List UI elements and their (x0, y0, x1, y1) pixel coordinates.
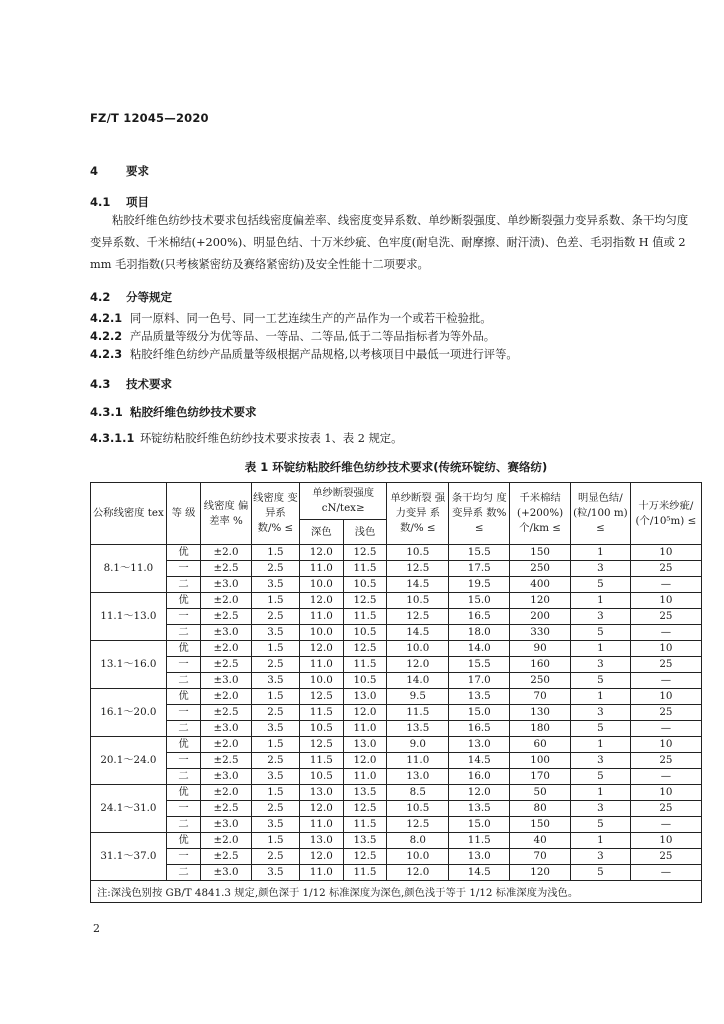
strength-dark-cell: 10.5 (300, 769, 344, 785)
neps-cell: 70 (510, 849, 571, 865)
header-color-knots: 明显色结/ (粒/100 m) ≤ (571, 483, 631, 545)
clause-text: 粘胶纤维色纺纱产品质量等级根据产品规格,以考核项目中最低一项进行评等。 (130, 348, 518, 361)
strength-light-cell: 12.5 (343, 593, 387, 609)
evenness-cv-cell: 19.5 (449, 577, 510, 593)
section-4-1-paragraph: 粘胶纤维色纺纱技术要求包括线密度偏差率、线密度变异系数、单纱断裂强度、单纱断裂强力变异系数、条干均匀度变异系数、千米棉结(+200%)、明显色结、十万米纱疵、色牢度(耐皂洗、耐摩擦、耐汗渍)、色差、毛羽指数 H 值或 2 mm 毛羽指数(只考核紧密纺及赛络紧密纺)及安全性能十二项要求。 (90, 214, 689, 271)
strength-dark-cell: 11.0 (300, 865, 344, 881)
neps-cell: 80 (510, 801, 571, 817)
table-row (91, 561, 702, 577)
strength-light-cell: 10.5 (343, 673, 387, 689)
clause-number: 4.2.1 (90, 312, 123, 325)
color-knots-cell: 5 (571, 721, 631, 737)
clause-item (90, 346, 684, 364)
strength-light-cell: 11.5 (343, 609, 387, 625)
strength-cv-cell: 12.5 (387, 561, 449, 577)
density-deviation-cell: ±2.5 (201, 657, 252, 673)
section-title: 粘胶纤维色纺纱技术要求 (130, 405, 257, 419)
grade-cell: 优 (166, 593, 200, 609)
color-knots-cell: 3 (571, 849, 631, 865)
evenness-cv-cell: 15.0 (449, 593, 510, 609)
strength-dark-cell: 12.5 (300, 737, 344, 753)
evenness-cv-cell: 15.5 (449, 545, 510, 561)
section-title: 要求 (126, 164, 149, 178)
yarn-faults-cell: 25 (630, 657, 701, 673)
strength-dark-cell: 11.0 (300, 609, 344, 625)
neps-cell: 170 (510, 769, 571, 785)
grade-cell: 二 (166, 721, 200, 737)
header-breaking-strength: 单纱断裂强度 cN/tex≥ (300, 483, 387, 520)
section-4-3-1-heading (90, 404, 684, 420)
section-number: 4 (90, 164, 99, 178)
spec-table-body (91, 545, 702, 881)
nominal-density-cell: 20.1～24.0 (91, 737, 167, 785)
neps-cell: 200 (510, 609, 571, 625)
table-row (91, 849, 702, 865)
grade-cell: 二 (166, 673, 200, 689)
header-light-color: 浅色 (343, 520, 387, 545)
strength-dark-cell: 13.0 (300, 833, 344, 849)
neps-cell: 330 (510, 625, 571, 641)
yarn-faults-cell: 10 (630, 737, 701, 753)
table-row (91, 609, 702, 625)
strength-dark-cell: 10.0 (300, 673, 344, 689)
header-nominal-density: 公称线密度 tex (91, 483, 167, 545)
section-number: 4.2 (90, 290, 111, 304)
color-knots-cell: 1 (571, 737, 631, 753)
density-deviation-cell: ±3.0 (201, 721, 252, 737)
table-note: 注:深浅色别按 GB/T 4841.3 规定,颜色深于 1/12 标准深度为深色,颜色浅于等于 1/12 标准深度为浅色。 (91, 881, 702, 903)
table-row (91, 689, 702, 705)
evenness-cv-cell: 15.0 (449, 705, 510, 721)
strength-dark-cell: 12.5 (300, 689, 344, 705)
yarn-faults-cell: 25 (630, 849, 701, 865)
neps-cell: 70 (510, 689, 571, 705)
nominal-density-cell: 13.1～16.0 (91, 641, 167, 689)
strength-cv-cell: 11.5 (387, 705, 449, 721)
density-cv-cell: 1.5 (251, 737, 299, 753)
strength-light-cell: 13.0 (343, 689, 387, 705)
strength-cv-cell: 10.0 (387, 641, 449, 657)
yarn-faults-cell: 10 (630, 641, 701, 657)
color-knots-cell: 1 (571, 833, 631, 849)
table-row (91, 657, 702, 673)
evenness-cv-cell: 17.0 (449, 673, 510, 689)
color-knots-cell: 1 (571, 545, 631, 561)
header-density-cv: 线密度 变异系 数/% ≤ (251, 483, 299, 545)
grade-cell: 一 (166, 849, 200, 865)
strength-dark-cell: 11.0 (300, 817, 344, 833)
density-cv-cell: 3.5 (251, 673, 299, 689)
header-dark-color: 深色 (300, 520, 344, 545)
table-row (91, 705, 702, 721)
yarn-faults-cell: — (630, 817, 701, 833)
density-deviation-cell: ±3.0 (201, 769, 252, 785)
strength-dark-cell: 11.5 (300, 753, 344, 769)
density-deviation-cell: ±3.0 (201, 817, 252, 833)
color-knots-cell: 1 (571, 785, 631, 801)
density-deviation-cell: ±3.0 (201, 625, 252, 641)
strength-cv-cell: 10.5 (387, 545, 449, 561)
density-deviation-cell: ±2.5 (201, 561, 252, 577)
strength-cv-cell: 10.5 (387, 801, 449, 817)
neps-cell: 50 (510, 785, 571, 801)
header-strength-cv: 单纱断裂 强力变异 系数/% ≤ (387, 483, 449, 545)
neps-cell: 150 (510, 817, 571, 833)
grade-cell: 二 (166, 769, 200, 785)
table-row (91, 673, 702, 689)
table-row (91, 865, 702, 881)
clause-number: 4.2.2 (90, 330, 123, 343)
density-deviation-cell: ±2.5 (201, 753, 252, 769)
evenness-cv-cell: 12.0 (449, 785, 510, 801)
nominal-density-cell: 8.1～11.0 (91, 545, 167, 593)
clause-text: 产品质量等级分为优等品、一等品、二等品,低于二等品指标者为等外品。 (130, 330, 496, 343)
density-deviation-cell: ±3.0 (201, 577, 252, 593)
density-cv-cell: 2.5 (251, 705, 299, 721)
section-number: 4.3 (90, 377, 111, 391)
header-yarn-faults: 十万米纱疵/ (个/10⁵m) ≤ (630, 483, 701, 545)
strength-cv-cell: 12.5 (387, 609, 449, 625)
strength-dark-cell: 10.0 (300, 625, 344, 641)
color-knots-cell: 5 (571, 817, 631, 833)
strength-cv-cell: 9.0 (387, 737, 449, 753)
table-row (91, 753, 702, 769)
grade-cell: 二 (166, 865, 200, 881)
evenness-cv-cell: 14.5 (449, 865, 510, 881)
table-row (91, 785, 702, 801)
strength-light-cell: 11.5 (343, 561, 387, 577)
yarn-faults-cell: — (630, 865, 701, 881)
nominal-density-cell: 11.1～13.0 (91, 593, 167, 641)
strength-light-cell: 13.0 (343, 737, 387, 753)
strength-dark-cell: 12.0 (300, 593, 344, 609)
clause-text: 环锭纺粘胶纤维色纺纱技术要求按表 1、表 2 规定。 (140, 432, 403, 445)
color-knots-cell: 5 (571, 625, 631, 641)
section-4-2-heading (90, 289, 684, 305)
strength-cv-cell: 9.5 (387, 689, 449, 705)
density-cv-cell: 3.5 (251, 625, 299, 641)
strength-light-cell: 11.0 (343, 769, 387, 785)
color-knots-cell: 1 (571, 593, 631, 609)
color-knots-cell: 1 (571, 641, 631, 657)
grade-cell: 优 (166, 785, 200, 801)
evenness-cv-cell: 13.5 (449, 801, 510, 817)
evenness-cv-cell: 18.0 (449, 625, 510, 641)
density-cv-cell: 3.5 (251, 817, 299, 833)
density-cv-cell: 3.5 (251, 577, 299, 593)
density-cv-cell: 2.5 (251, 609, 299, 625)
color-knots-cell: 5 (571, 865, 631, 881)
table-row (91, 593, 702, 609)
section-title: 项目 (126, 195, 149, 209)
yarn-faults-cell: — (630, 769, 701, 785)
evenness-cv-cell: 13.0 (449, 849, 510, 865)
yarn-faults-cell: 10 (630, 689, 701, 705)
grade-cell: 优 (166, 689, 200, 705)
strength-cv-cell: 10.0 (387, 849, 449, 865)
strength-dark-cell: 11.0 (300, 657, 344, 673)
yarn-faults-cell: 10 (630, 785, 701, 801)
grade-cell: 一 (166, 561, 200, 577)
strength-light-cell: 11.0 (343, 721, 387, 737)
evenness-cv-cell: 15.5 (449, 657, 510, 673)
strength-cv-cell: 10.5 (387, 593, 449, 609)
strength-dark-cell: 13.0 (300, 785, 344, 801)
yarn-faults-cell: 25 (630, 561, 701, 577)
density-cv-cell: 3.5 (251, 865, 299, 881)
strength-light-cell: 11.5 (343, 817, 387, 833)
strength-cv-cell: 12.0 (387, 865, 449, 881)
yarn-faults-cell: — (630, 625, 701, 641)
neps-cell: 90 (510, 641, 571, 657)
clause-item (90, 328, 684, 346)
strength-dark-cell: 12.0 (300, 849, 344, 865)
strength-dark-cell: 12.0 (300, 641, 344, 657)
strength-cv-cell: 13.5 (387, 721, 449, 737)
section-4-1-heading (90, 194, 684, 210)
section-4-2-items (90, 310, 684, 364)
strength-light-cell: 12.5 (343, 801, 387, 817)
grade-cell: 优 (166, 833, 200, 849)
neps-cell: 150 (510, 545, 571, 561)
section-4-heading (90, 163, 684, 179)
table-row (91, 625, 702, 641)
strength-cv-cell: 13.0 (387, 769, 449, 785)
density-deviation-cell: ±2.0 (201, 641, 252, 657)
strength-light-cell: 13.5 (343, 833, 387, 849)
color-knots-cell: 3 (571, 705, 631, 721)
header-neps: 千米棉结 (+200%) 个/km ≤ (510, 483, 571, 545)
strength-cv-cell: 8.0 (387, 833, 449, 849)
grade-cell: 二 (166, 625, 200, 641)
strength-cv-cell: 11.0 (387, 753, 449, 769)
clause-number: 4.2.3 (90, 348, 123, 361)
grade-cell: 一 (166, 753, 200, 769)
strength-cv-cell: 12.5 (387, 817, 449, 833)
color-knots-cell: 3 (571, 609, 631, 625)
table-caption: 表 1 环锭纺粘胶纤维色纺纱技术要求(传统环锭纺、赛络纺) (244, 460, 548, 474)
strength-light-cell: 10.5 (343, 577, 387, 593)
yarn-faults-cell: 10 (630, 593, 701, 609)
section-title: 分等规定 (126, 290, 172, 304)
density-deviation-cell: ±2.5 (201, 609, 252, 625)
density-deviation-cell: ±2.0 (201, 689, 252, 705)
yarn-faults-cell: 25 (630, 753, 701, 769)
strength-dark-cell: 11.0 (300, 561, 344, 577)
neps-cell: 250 (510, 561, 571, 577)
yarn-faults-cell: — (630, 721, 701, 737)
evenness-cv-cell: 15.0 (449, 817, 510, 833)
density-cv-cell: 1.5 (251, 545, 299, 561)
strength-cv-cell: 14.0 (387, 673, 449, 689)
density-deviation-cell: ±2.0 (201, 737, 252, 753)
evenness-cv-cell: 17.5 (449, 561, 510, 577)
density-deviation-cell: ±3.0 (201, 865, 252, 881)
section-number: 4.3.1 (90, 405, 123, 419)
page-number: 2 (93, 922, 100, 935)
clause-number: 4.3.1.1 (90, 432, 135, 445)
grade-cell: 一 (166, 801, 200, 817)
header-density-deviation: 线密度 偏差率 % (201, 483, 252, 545)
evenness-cv-cell: 13.5 (449, 689, 510, 705)
section-title: 技术要求 (126, 377, 172, 391)
evenness-cv-cell: 16.5 (449, 609, 510, 625)
clause-4-3-1-1 (90, 430, 684, 448)
nominal-density-cell: 31.1～37.0 (91, 833, 167, 881)
evenness-cv-cell: 16.5 (449, 721, 510, 737)
yarn-faults-cell: 25 (630, 801, 701, 817)
density-deviation-cell: ±2.0 (201, 593, 252, 609)
density-cv-cell: 2.5 (251, 801, 299, 817)
density-cv-cell: 2.5 (251, 849, 299, 865)
strength-light-cell: 10.5 (343, 625, 387, 641)
density-deviation-cell: ±3.0 (201, 673, 252, 689)
neps-cell: 400 (510, 577, 571, 593)
yarn-faults-cell: 25 (630, 705, 701, 721)
density-cv-cell: 2.5 (251, 657, 299, 673)
density-deviation-cell: ±2.5 (201, 801, 252, 817)
color-knots-cell: 5 (571, 673, 631, 689)
section-number: 4.1 (90, 195, 111, 209)
yarn-faults-cell: — (630, 673, 701, 689)
neps-cell: 250 (510, 673, 571, 689)
neps-cell: 130 (510, 705, 571, 721)
strength-cv-cell: 8.5 (387, 785, 449, 801)
density-cv-cell: 1.5 (251, 641, 299, 657)
evenness-cv-cell: 14.5 (449, 753, 510, 769)
yarn-faults-cell: 10 (630, 833, 701, 849)
document-code: FZ/T 12045—2020 (90, 111, 209, 125)
strength-light-cell: 11.5 (343, 865, 387, 881)
neps-cell: 40 (510, 833, 571, 849)
density-cv-cell: 1.5 (251, 785, 299, 801)
grade-cell: 一 (166, 609, 200, 625)
header-grade: 等 级 (166, 483, 200, 545)
neps-cell: 160 (510, 657, 571, 673)
density-cv-cell: 1.5 (251, 689, 299, 705)
strength-cv-cell: 12.0 (387, 657, 449, 673)
strength-dark-cell: 10.0 (300, 577, 344, 593)
strength-light-cell: 12.5 (343, 849, 387, 865)
color-knots-cell: 5 (571, 769, 631, 785)
strength-light-cell: 12.0 (343, 705, 387, 721)
yarn-faults-cell: — (630, 577, 701, 593)
evenness-cv-cell: 13.0 (449, 737, 510, 753)
grade-cell: 一 (166, 657, 200, 673)
evenness-cv-cell: 11.5 (449, 833, 510, 849)
density-cv-cell: 3.5 (251, 721, 299, 737)
grade-cell: 二 (166, 817, 200, 833)
clause-text: 同一原料、同一色号、同一工艺连续生产的产品作为一个或若干检验批。 (130, 312, 492, 325)
table-row (91, 833, 702, 849)
evenness-cv-cell: 14.0 (449, 641, 510, 657)
color-knots-cell: 3 (571, 801, 631, 817)
neps-cell: 120 (510, 593, 571, 609)
density-deviation-cell: ±2.5 (201, 705, 252, 721)
grade-cell: 二 (166, 577, 200, 593)
strength-light-cell: 13.5 (343, 785, 387, 801)
neps-cell: 60 (510, 737, 571, 753)
strength-cv-cell: 14.5 (387, 577, 449, 593)
density-deviation-cell: ±2.0 (201, 545, 252, 561)
table-row (91, 801, 702, 817)
strength-light-cell: 12.5 (343, 545, 387, 561)
nominal-density-cell: 24.1～31.0 (91, 785, 167, 833)
density-cv-cell: 1.5 (251, 593, 299, 609)
neps-cell: 100 (510, 753, 571, 769)
grade-cell: 优 (166, 641, 200, 657)
density-cv-cell: 1.5 (251, 833, 299, 849)
strength-light-cell: 12.5 (343, 641, 387, 657)
table-row (91, 737, 702, 753)
color-knots-cell: 3 (571, 561, 631, 577)
density-cv-cell: 3.5 (251, 769, 299, 785)
density-deviation-cell: ±2.0 (201, 785, 252, 801)
color-knots-cell: 3 (571, 753, 631, 769)
grade-cell: 一 (166, 705, 200, 721)
yarn-faults-cell: 25 (630, 609, 701, 625)
table-row (91, 641, 702, 657)
table-row (91, 545, 702, 561)
density-cv-cell: 2.5 (251, 753, 299, 769)
density-deviation-cell: ±2.5 (201, 849, 252, 865)
neps-cell: 180 (510, 721, 571, 737)
header-evenness-cv: 条干均匀 度变异系 数% ≤ (449, 483, 510, 545)
strength-light-cell: 12.0 (343, 753, 387, 769)
strength-dark-cell: 12.0 (300, 801, 344, 817)
table-row (91, 769, 702, 785)
table-row (91, 577, 702, 593)
strength-light-cell: 11.5 (343, 657, 387, 673)
grade-cell: 优 (166, 545, 200, 561)
density-deviation-cell: ±2.0 (201, 833, 252, 849)
yarn-faults-cell: 10 (630, 545, 701, 561)
evenness-cv-cell: 16.0 (449, 769, 510, 785)
table-row (91, 817, 702, 833)
strength-dark-cell: 11.5 (300, 705, 344, 721)
spec-table (90, 482, 702, 903)
color-knots-cell: 5 (571, 577, 631, 593)
clause-item (90, 310, 684, 328)
color-knots-cell: 3 (571, 657, 631, 673)
color-knots-cell: 1 (571, 689, 631, 705)
neps-cell: 120 (510, 865, 571, 881)
strength-cv-cell: 14.5 (387, 625, 449, 641)
density-cv-cell: 2.5 (251, 561, 299, 577)
table-row (91, 721, 702, 737)
grade-cell: 优 (166, 737, 200, 753)
strength-dark-cell: 10.5 (300, 721, 344, 737)
nominal-density-cell: 16.1～20.0 (91, 689, 167, 737)
section-4-3-heading (90, 376, 684, 392)
strength-dark-cell: 12.0 (300, 545, 344, 561)
